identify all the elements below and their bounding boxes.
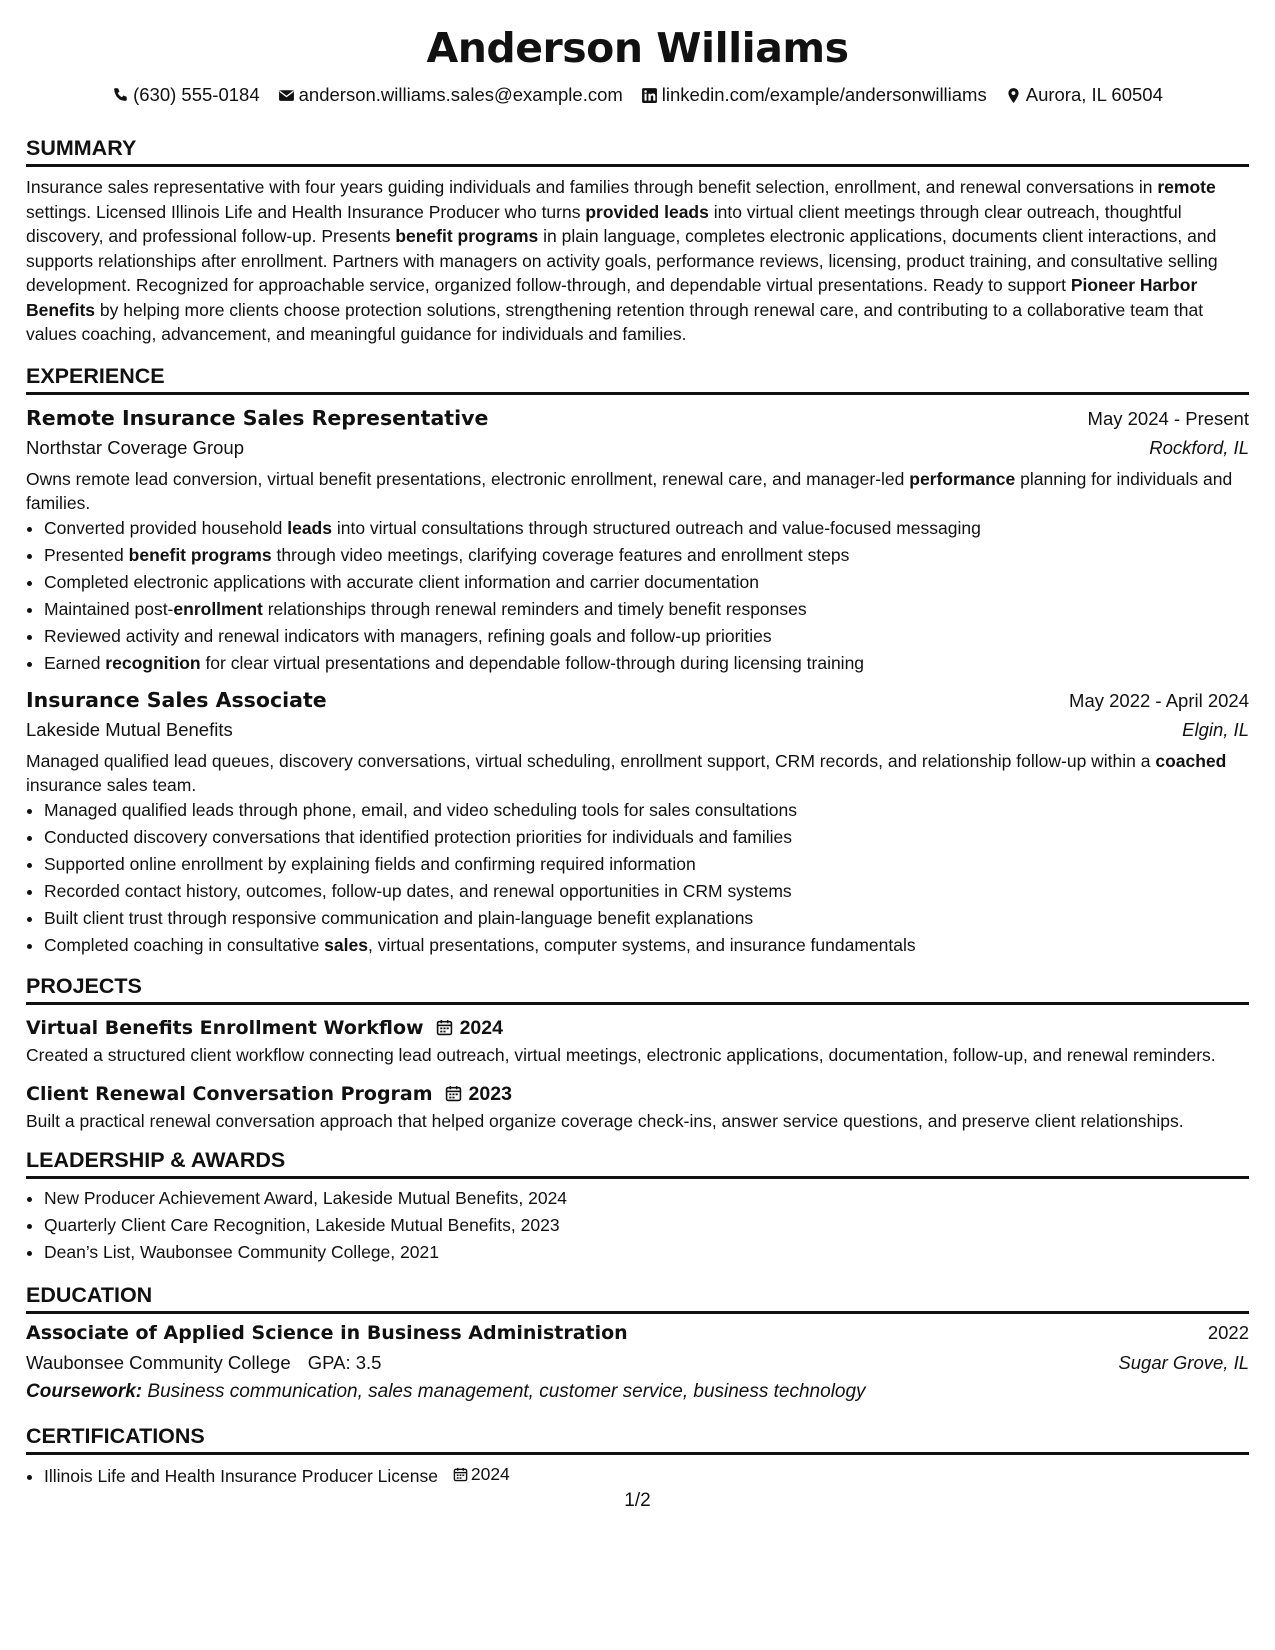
company-name: Lakeside Mutual Benefits	[26, 718, 233, 740]
education-heading: EDUCATION	[26, 1282, 1249, 1314]
coursework	[26, 1377, 1249, 1407]
calendar-icon	[445, 1085, 462, 1102]
list-item: • Recorded contact history, outcomes, follow-up dates, and renewal opportunities in CRM systems	[44, 878, 1249, 905]
job-description: Owns remote lead conversion, virtual benefit presentations, electronic enrollment, renewal care, and manager-led performance planning for individuals and families.	[26, 468, 1233, 513]
list-item: • Supported online enrollment by explaining fields and confirming required information	[44, 851, 1249, 878]
projects-heading: PROJECTS	[26, 973, 1249, 1005]
linkedin-text: linkedin.com/example/andersonwilliams	[661, 84, 987, 105]
calendar-icon	[436, 1019, 453, 1036]
list-item: • Managed qualified leads through phone, email, and video scheduling tools for sales consultations	[44, 797, 1249, 824]
map-pin-icon	[1005, 87, 1022, 104]
project-entry	[26, 1079, 1249, 1133]
project-description: Created a structured client workflow connecting lead outreach, virtual meetings, electronic applications, documentation, follow-up, and renewal reminders.	[26, 1044, 1216, 1065]
job-title: Insurance Sales Associate	[26, 687, 327, 712]
contact-phone	[112, 83, 260, 107]
experience-section	[26, 363, 1249, 959]
coursework-label: Coursework:	[26, 1380, 143, 1402]
graduation-year: 2022	[1207, 1321, 1249, 1343]
resume-page	[26, 18, 1249, 1490]
job-location: Rockford, IL	[1149, 436, 1249, 458]
gpa: GPA: 3.5	[307, 1351, 382, 1373]
candidate-name: Anderson Williams	[426, 24, 849, 72]
job-entry	[26, 685, 1249, 959]
school-location: Sugar Grove, IL	[1118, 1351, 1249, 1373]
project-year: 2024	[459, 1016, 503, 1039]
phone-icon	[112, 87, 129, 104]
certifications-heading: CERTIFICATIONS	[26, 1423, 1249, 1455]
project-title: Client Renewal Conversation Program	[26, 1082, 433, 1105]
list-item: • Presented benefit programs through video meetings, clarifying coverage features and enrollment steps	[44, 542, 1249, 569]
job-location: Elgin, IL	[1182, 718, 1249, 740]
contact-location	[1005, 83, 1163, 107]
list-item: • New Producer Achievement Award, Lakeside Mutual Benefits, 2024	[44, 1185, 1249, 1212]
list-item: • Conducted discovery conversations that identified protection priorities for individuals and families	[44, 824, 1249, 851]
contact-email	[278, 83, 623, 107]
summary-text: Insurance sales representative with four years guiding individuals and families through benefit selection, enrollment, and renewal conversations in remote settings. Licensed Illinois Life and Health Insurance Producer who turns provided leads into virtual client meetings through clear outreach, thoughtful discovery, and professional follow-up. Presents benefit programs in plain language, completes electronic applications, documents client interactions, and supports relationships after enrollment. Partners with managers on activity goals, performance reviews, licensing, product training, and consultative selling development. Recognized for approachable service, organized follow-through, and dependable virtual presentations. Ready to support Pioneer Harbor Benefits by helping more clients choose protection solutions, strengthening retention through renewal care, and contributing to a collaborative team that values coaching, advancement, and meaningful guidance for individuals and families.	[26, 177, 1218, 344]
list-item: • Earned recognition for clear virtual presentations and dependable follow-through during licensing training	[44, 650, 1249, 677]
certifications-list	[26, 1461, 1249, 1490]
job-description: Managed qualified lead queues, discovery conversations, virtual scheduling, enrollment support, CRM records, and relationship follow-up within a coached insurance sales team.	[26, 750, 1227, 795]
certifications-section	[26, 1423, 1249, 1490]
calendar-icon	[453, 1467, 468, 1482]
company-name: Northstar Coverage Group	[26, 436, 244, 458]
contact-bar	[26, 83, 1249, 107]
summary-heading: SUMMARY	[26, 135, 1249, 167]
project-description: Built a practical renewal conversation approach that helped organize coverage check-ins, answer service questions, and preserve client relationships.	[26, 1110, 1184, 1131]
phone-text: (630) 555-0184	[133, 84, 260, 105]
contact-linkedin	[641, 83, 987, 107]
degree-title: Associate of Applied Science in Business Administration	[26, 1321, 628, 1344]
job-dates: May 2022 - April 2024	[1069, 689, 1249, 711]
linkedin-icon	[641, 87, 658, 104]
project-title: Virtual Benefits Enrollment Workflow	[26, 1016, 424, 1039]
job-entry	[26, 403, 1249, 677]
experience-heading: EXPERIENCE	[26, 363, 1249, 395]
certification-year: 2024	[470, 1463, 510, 1484]
project-entry	[26, 1013, 1249, 1067]
location-text: Aurora, IL 60504	[1025, 84, 1163, 105]
list-item: • Converted provided household leads into virtual consultations through structured outreach and value-focused messaging	[44, 515, 1249, 542]
job-bullets	[26, 797, 1249, 959]
job-dates: May 2024 - Present	[1087, 407, 1249, 429]
list-item: • Completed coaching in consultative sales, virtual presentations, computer systems, and insurance fundamentals	[44, 932, 1249, 959]
list-item: • Built client trust through responsive communication and plain-language benefit explanations	[44, 905, 1249, 932]
page-number: 1/2	[624, 1490, 651, 1511]
list-item: • Maintained post-enrollment relationships through renewal reminders and timely benefit responses	[44, 596, 1249, 623]
summary-section	[26, 135, 1249, 347]
list-item: • Reviewed activity and renewal indicators with managers, refining goals and follow-up priorities	[44, 623, 1249, 650]
awards-list	[26, 1185, 1249, 1266]
job-title: Remote Insurance Sales Representative	[26, 405, 489, 430]
education-section	[26, 1282, 1249, 1407]
project-year: 2023	[468, 1082, 512, 1105]
list-item: • Completed electronic applications with accurate client information and carrier documentation	[44, 569, 1249, 596]
email-text: anderson.williams.sales@example.com	[298, 84, 623, 105]
list-item: • Dean’s List, Waubonsee Community College, 2021	[44, 1239, 1249, 1266]
school-name: Waubonsee Community College	[26, 1351, 291, 1373]
job-bullets	[26, 515, 1249, 677]
list-item	[44, 1461, 1249, 1490]
certification-name: Illinois Life and Health Insurance Producer License	[44, 1465, 438, 1486]
awards-section	[26, 1147, 1249, 1266]
envelope-icon	[278, 87, 295, 104]
list-item: • Quarterly Client Care Recognition, Lakeside Mutual Benefits, 2023	[44, 1212, 1249, 1239]
awards-heading: LEADERSHIP & AWARDS	[26, 1147, 1249, 1179]
coursework-text: Business communication, sales management, customer service, business technology	[147, 1380, 866, 1402]
projects-section	[26, 973, 1249, 1133]
